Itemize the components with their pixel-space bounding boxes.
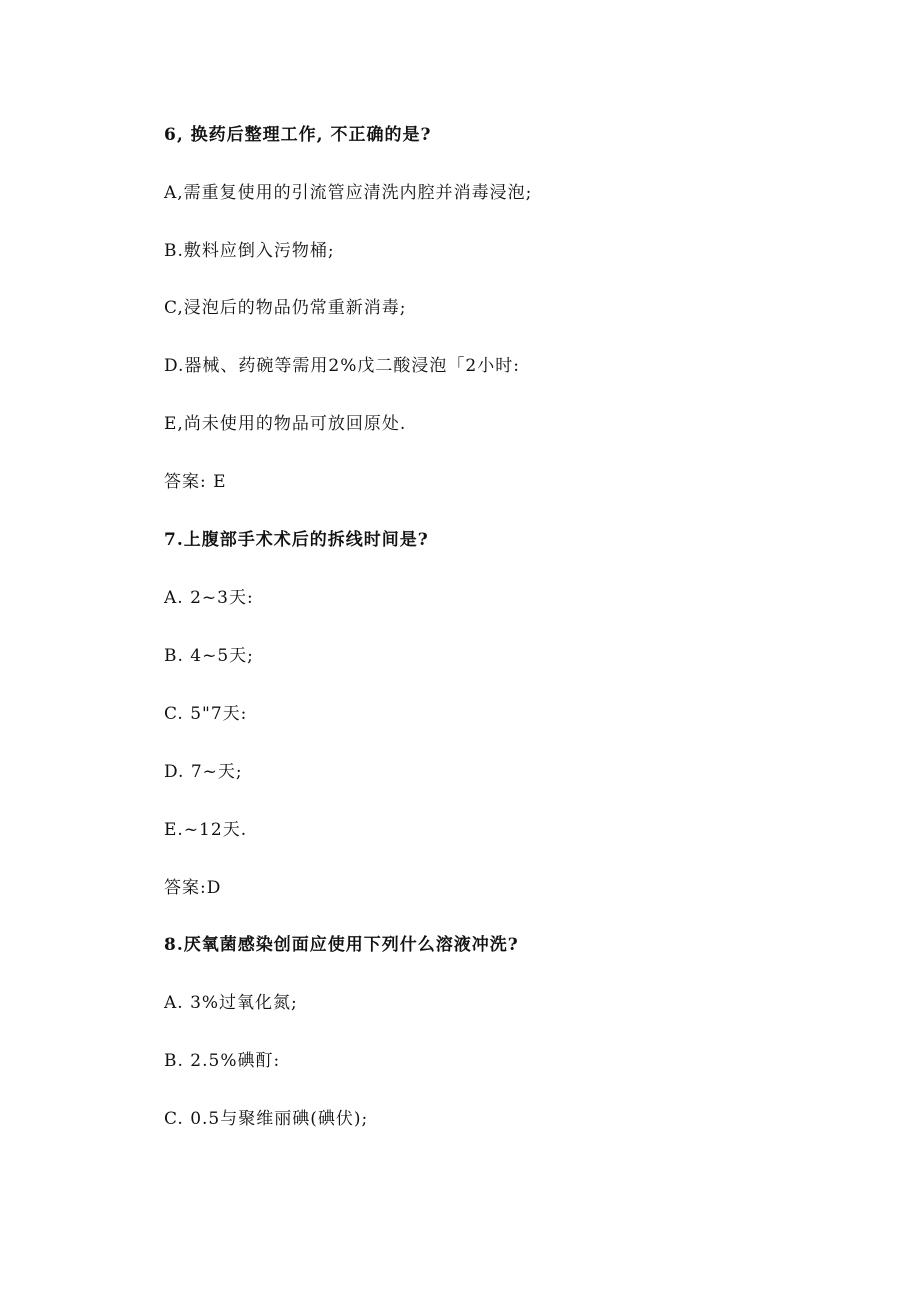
question-6-option-c: C,浸泡后的物品仍常重新消毒; (164, 298, 407, 318)
question-6-text: 6, 换药后整理工作, 不正确的是? (164, 125, 432, 145)
question-7-text: 7.上腹部手术术后的拆线时间是? (164, 530, 429, 550)
question-8-option-b: B. 2.5%碘酊: (164, 1051, 281, 1071)
question-7-option-b: B. 4~5天; (164, 646, 254, 666)
question-8-text: 8.厌氧菌感染创面应使用下列什么溶液冲洗? (164, 935, 519, 955)
question-6-answer: 答案: E (164, 472, 227, 492)
question-6-option-a: A,需重复使用的引流管应清洗内腔并消毒浸泡; (164, 183, 533, 203)
question-8-option-c: C. 0.5与聚维丽碘(碘伏); (164, 1109, 369, 1129)
question-6-option-b: B.敷料应倒入污物桶; (164, 241, 335, 261)
question-6-option-e: E,尚未使用的物品可放回原处. (164, 414, 407, 434)
question-6-option-d: D.器械、药碗等需用2%戊二酸浸泡「2小时: (164, 356, 520, 376)
question-7-option-c: C. 5"7天: (164, 704, 248, 724)
question-7-option-e: E.~12天. (164, 820, 248, 840)
question-7-option-d: D. 7~天; (164, 762, 243, 782)
question-7-option-a: A. 2~3天: (164, 588, 254, 608)
question-7-answer: 答案:D (164, 878, 222, 898)
question-8-option-a: A. 3%过氧化氮; (164, 993, 298, 1013)
